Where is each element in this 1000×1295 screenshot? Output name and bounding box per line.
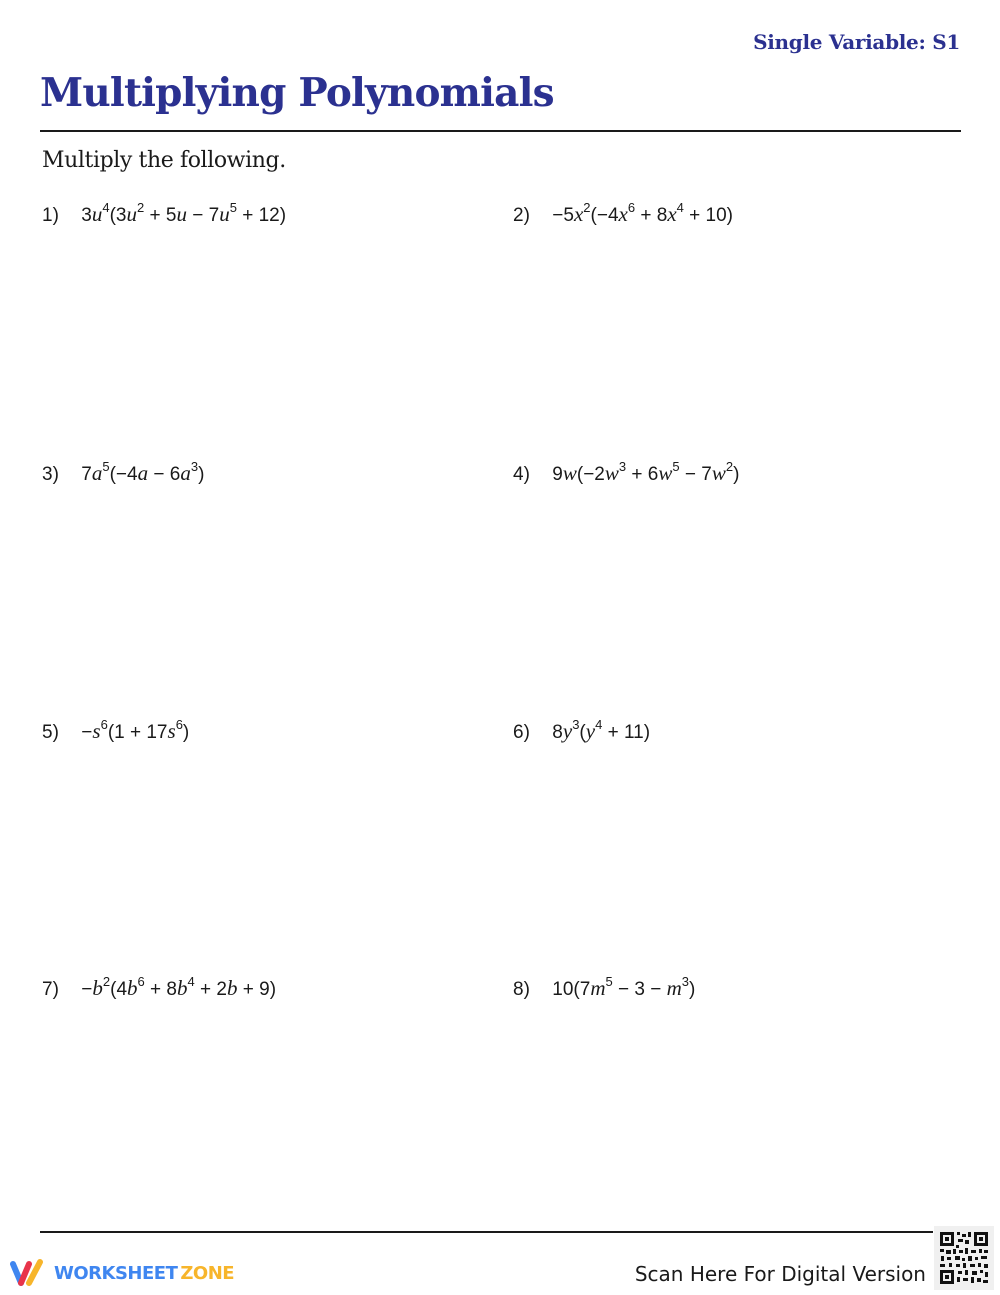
logo-text <box>54 1263 234 1284</box>
problem-number: 2) <box>513 205 530 226</box>
problem-number: 5) <box>42 722 59 743</box>
qr-code-icon[interactable] <box>934 1226 994 1290</box>
problem-expression: $10(7m^5 - 3 - m^3)$ <box>552 974 696 1000</box>
problem-1 <box>42 202 286 227</box>
page-title: Multiplying Polynomials <box>40 70 554 116</box>
header-divider <box>40 130 961 132</box>
logo-mark-icon <box>8 1258 48 1288</box>
problem-expression: $7a^5(-4a - 6a^3)$ <box>81 459 205 485</box>
problem-expression: $9w(-2w^3 + 6w^5 - 7w^2)$ <box>552 459 740 485</box>
problem-number: 3) <box>42 464 59 485</box>
logo-text-primary: WORKSHEET <box>54 1262 178 1284</box>
problem-6 <box>513 719 650 744</box>
problem-8 <box>513 976 695 1001</box>
worksheetzone-logo[interactable] <box>8 1258 234 1288</box>
problem-2 <box>513 202 733 227</box>
problem-3 <box>42 461 204 486</box>
problem-7 <box>42 976 276 1001</box>
footer-divider <box>40 1231 933 1233</box>
worksheet-subtitle: Single Variable: S1 <box>753 30 960 54</box>
problem-expression: $3u^4(3u^2 + 5u - 7u^5 + 12)$ <box>81 200 287 226</box>
problem-4 <box>513 461 739 486</box>
logo-text-secondary: ZONE <box>180 1262 235 1284</box>
problem-number: 4) <box>513 464 530 485</box>
problem-number: 6) <box>513 722 530 743</box>
scan-digital-version-text: Scan Here For Digital Version <box>634 1262 926 1286</box>
problem-number: 7) <box>42 979 59 1000</box>
instructions: Multiply the following. <box>42 148 286 173</box>
problem-expression: $-b^2(4b^6 + 8b^4 + 2b + 9)$ <box>81 974 277 1000</box>
problem-number: 1) <box>42 205 59 226</box>
problem-expression: $-5x^2(-4x^6 + 8x^4 + 10)$ <box>552 200 733 226</box>
problem-expression: $-s^6(1 + 17s^6)$ <box>81 717 190 743</box>
problem-expression: $8y^3(y^4 + 11)$ <box>552 717 651 743</box>
problem-5 <box>42 719 189 744</box>
problem-number: 8) <box>513 979 530 1000</box>
